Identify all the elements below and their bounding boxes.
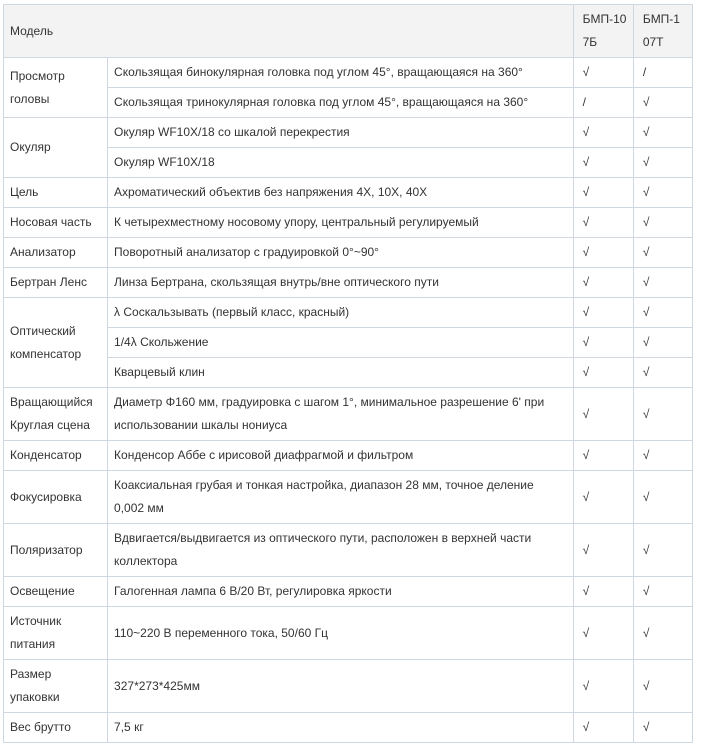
model-b-mark: √	[633, 118, 692, 148]
category-cell: Освещение	[4, 577, 108, 607]
model-a-mark: √	[573, 388, 633, 441]
description-cell: Поворотный анализатор с градуировкой 0°~90°	[108, 238, 574, 268]
table-row	[4, 328, 693, 358]
model-a-mark: √	[573, 58, 633, 88]
table-row	[4, 268, 693, 298]
model-b-mark: √	[633, 713, 692, 743]
model-b-mark: √	[633, 471, 692, 524]
category-cell: Конденсатор	[4, 441, 108, 471]
model-a-mark: √	[573, 358, 633, 388]
model-a-mark: √	[573, 607, 633, 660]
category-cell: Вращающийся Круглая сцена	[4, 388, 108, 441]
category-cell: Просмотр головы	[4, 58, 108, 118]
model-a-mark: √	[573, 471, 633, 524]
model-a-mark: √	[573, 441, 633, 471]
model-b-mark: √	[633, 178, 692, 208]
table-row	[4, 660, 693, 713]
table-row	[4, 88, 693, 118]
table-row	[4, 148, 693, 178]
model-a-mark: /	[573, 88, 633, 118]
model-b-mark: √	[633, 577, 692, 607]
table-row	[4, 298, 693, 328]
model-b-mark: √	[633, 208, 692, 238]
table-row	[4, 58, 693, 88]
category-cell: Бертран Ленс	[4, 268, 108, 298]
description-cell: 327*273*425мм	[108, 660, 574, 713]
description-cell: 1/4λ Скольжение	[108, 328, 574, 358]
category-cell: Фокусировка	[4, 471, 108, 524]
category-cell: Окуляр	[4, 118, 108, 178]
spec-table	[3, 4, 693, 743]
table-row	[4, 607, 693, 660]
model-a-mark: √	[573, 660, 633, 713]
model-b-mark: √	[633, 441, 692, 471]
description-cell: К четырехместному носовому упору, центральный регулируемый	[108, 208, 574, 238]
description-cell: Окуляр WF10X/18	[108, 148, 574, 178]
category-cell: Цель	[4, 178, 108, 208]
table-row	[4, 358, 693, 388]
table-row	[4, 524, 693, 577]
model-b-mark: √	[633, 358, 692, 388]
description-cell: Кварцевый клин	[108, 358, 574, 388]
model-b-mark: √	[633, 148, 692, 178]
table-row	[4, 178, 693, 208]
description-cell: Коаксиальная грубая и тонкая настройка, диапазон 28 мм, точное деление 0,002 мм	[108, 471, 574, 524]
description-cell: Диаметр Φ160 мм, градуировка с шагом 1°, минимальное разрешение 6' при использовании шкалы нониуса	[108, 388, 574, 441]
category-cell: Поляризатор	[4, 524, 108, 577]
model-b-mark: √	[633, 328, 692, 358]
model-a-mark: √	[573, 178, 633, 208]
table-row	[4, 577, 693, 607]
model-b-mark: √	[633, 524, 692, 577]
description-cell: 7,5 кг	[108, 713, 574, 743]
category-cell: Анализатор	[4, 238, 108, 268]
description-cell: Вдвигается/выдвигается из оптического пути, расположен в верхней части коллектора	[108, 524, 574, 577]
model-a-mark: √	[573, 713, 633, 743]
description-cell: Окуляр WF10X/18 со шкалой перекрестия	[108, 118, 574, 148]
category-cell: Вес брутто	[4, 713, 108, 743]
description-cell: Скользящая бинокулярная головка под углом 45°, вращающаяся на 360°	[108, 58, 574, 88]
description-cell: Галогенная лампа 6 В/20 Вт, регулировка яркости	[108, 577, 574, 607]
model-a-mark: √	[573, 268, 633, 298]
description-cell: Линза Бертрана, скользящая внутрь/вне оптического пути	[108, 268, 574, 298]
table-row	[4, 471, 693, 524]
model-a-mark: √	[573, 328, 633, 358]
model-a-mark: √	[573, 208, 633, 238]
model-b-mark: √	[633, 88, 692, 118]
description-cell: Ахроматический объектив без напряжения 4X, 10X, 40X	[108, 178, 574, 208]
model-b-mark: √	[633, 388, 692, 441]
model-a-mark: √	[573, 524, 633, 577]
model-b-mark: √	[633, 268, 692, 298]
model-a-mark: √	[573, 148, 633, 178]
model-a-header: БМП-107Б	[573, 5, 633, 58]
model-b-mark: √	[633, 607, 692, 660]
model-a-mark: √	[573, 298, 633, 328]
model-a-mark: √	[573, 238, 633, 268]
category-cell: Источник питания	[4, 607, 108, 660]
table-row	[4, 238, 693, 268]
table-row	[4, 118, 693, 148]
category-cell: Носовая часть	[4, 208, 108, 238]
model-b-header: БМП-107T	[633, 5, 692, 58]
model-b-mark: √	[633, 298, 692, 328]
table-row	[4, 713, 693, 743]
model-a-mark: √	[573, 577, 633, 607]
description-cell: 110~220 В переменного тока, 50/60 Гц	[108, 607, 574, 660]
category-cell: Оптический компенсатор	[4, 298, 108, 388]
table-row	[4, 388, 693, 441]
model-label: Модель	[4, 5, 574, 58]
model-a-mark: √	[573, 118, 633, 148]
spec-table-body	[4, 5, 693, 743]
category-cell: Размер упаковки	[4, 660, 108, 713]
header-row	[4, 5, 693, 58]
description-cell: Конденсор Аббе с ирисовой диафрагмой и фильтром	[108, 441, 574, 471]
model-b-mark: √	[633, 238, 692, 268]
model-b-mark: √	[633, 660, 692, 713]
model-b-mark: /	[633, 58, 692, 88]
description-cell: Скользящая тринокулярная головка под углом 45°, вращающаяся на 360°	[108, 88, 574, 118]
table-row	[4, 441, 693, 471]
description-cell: λ Соскальзывать (первый класс, красный)	[108, 298, 574, 328]
table-row	[4, 208, 693, 238]
